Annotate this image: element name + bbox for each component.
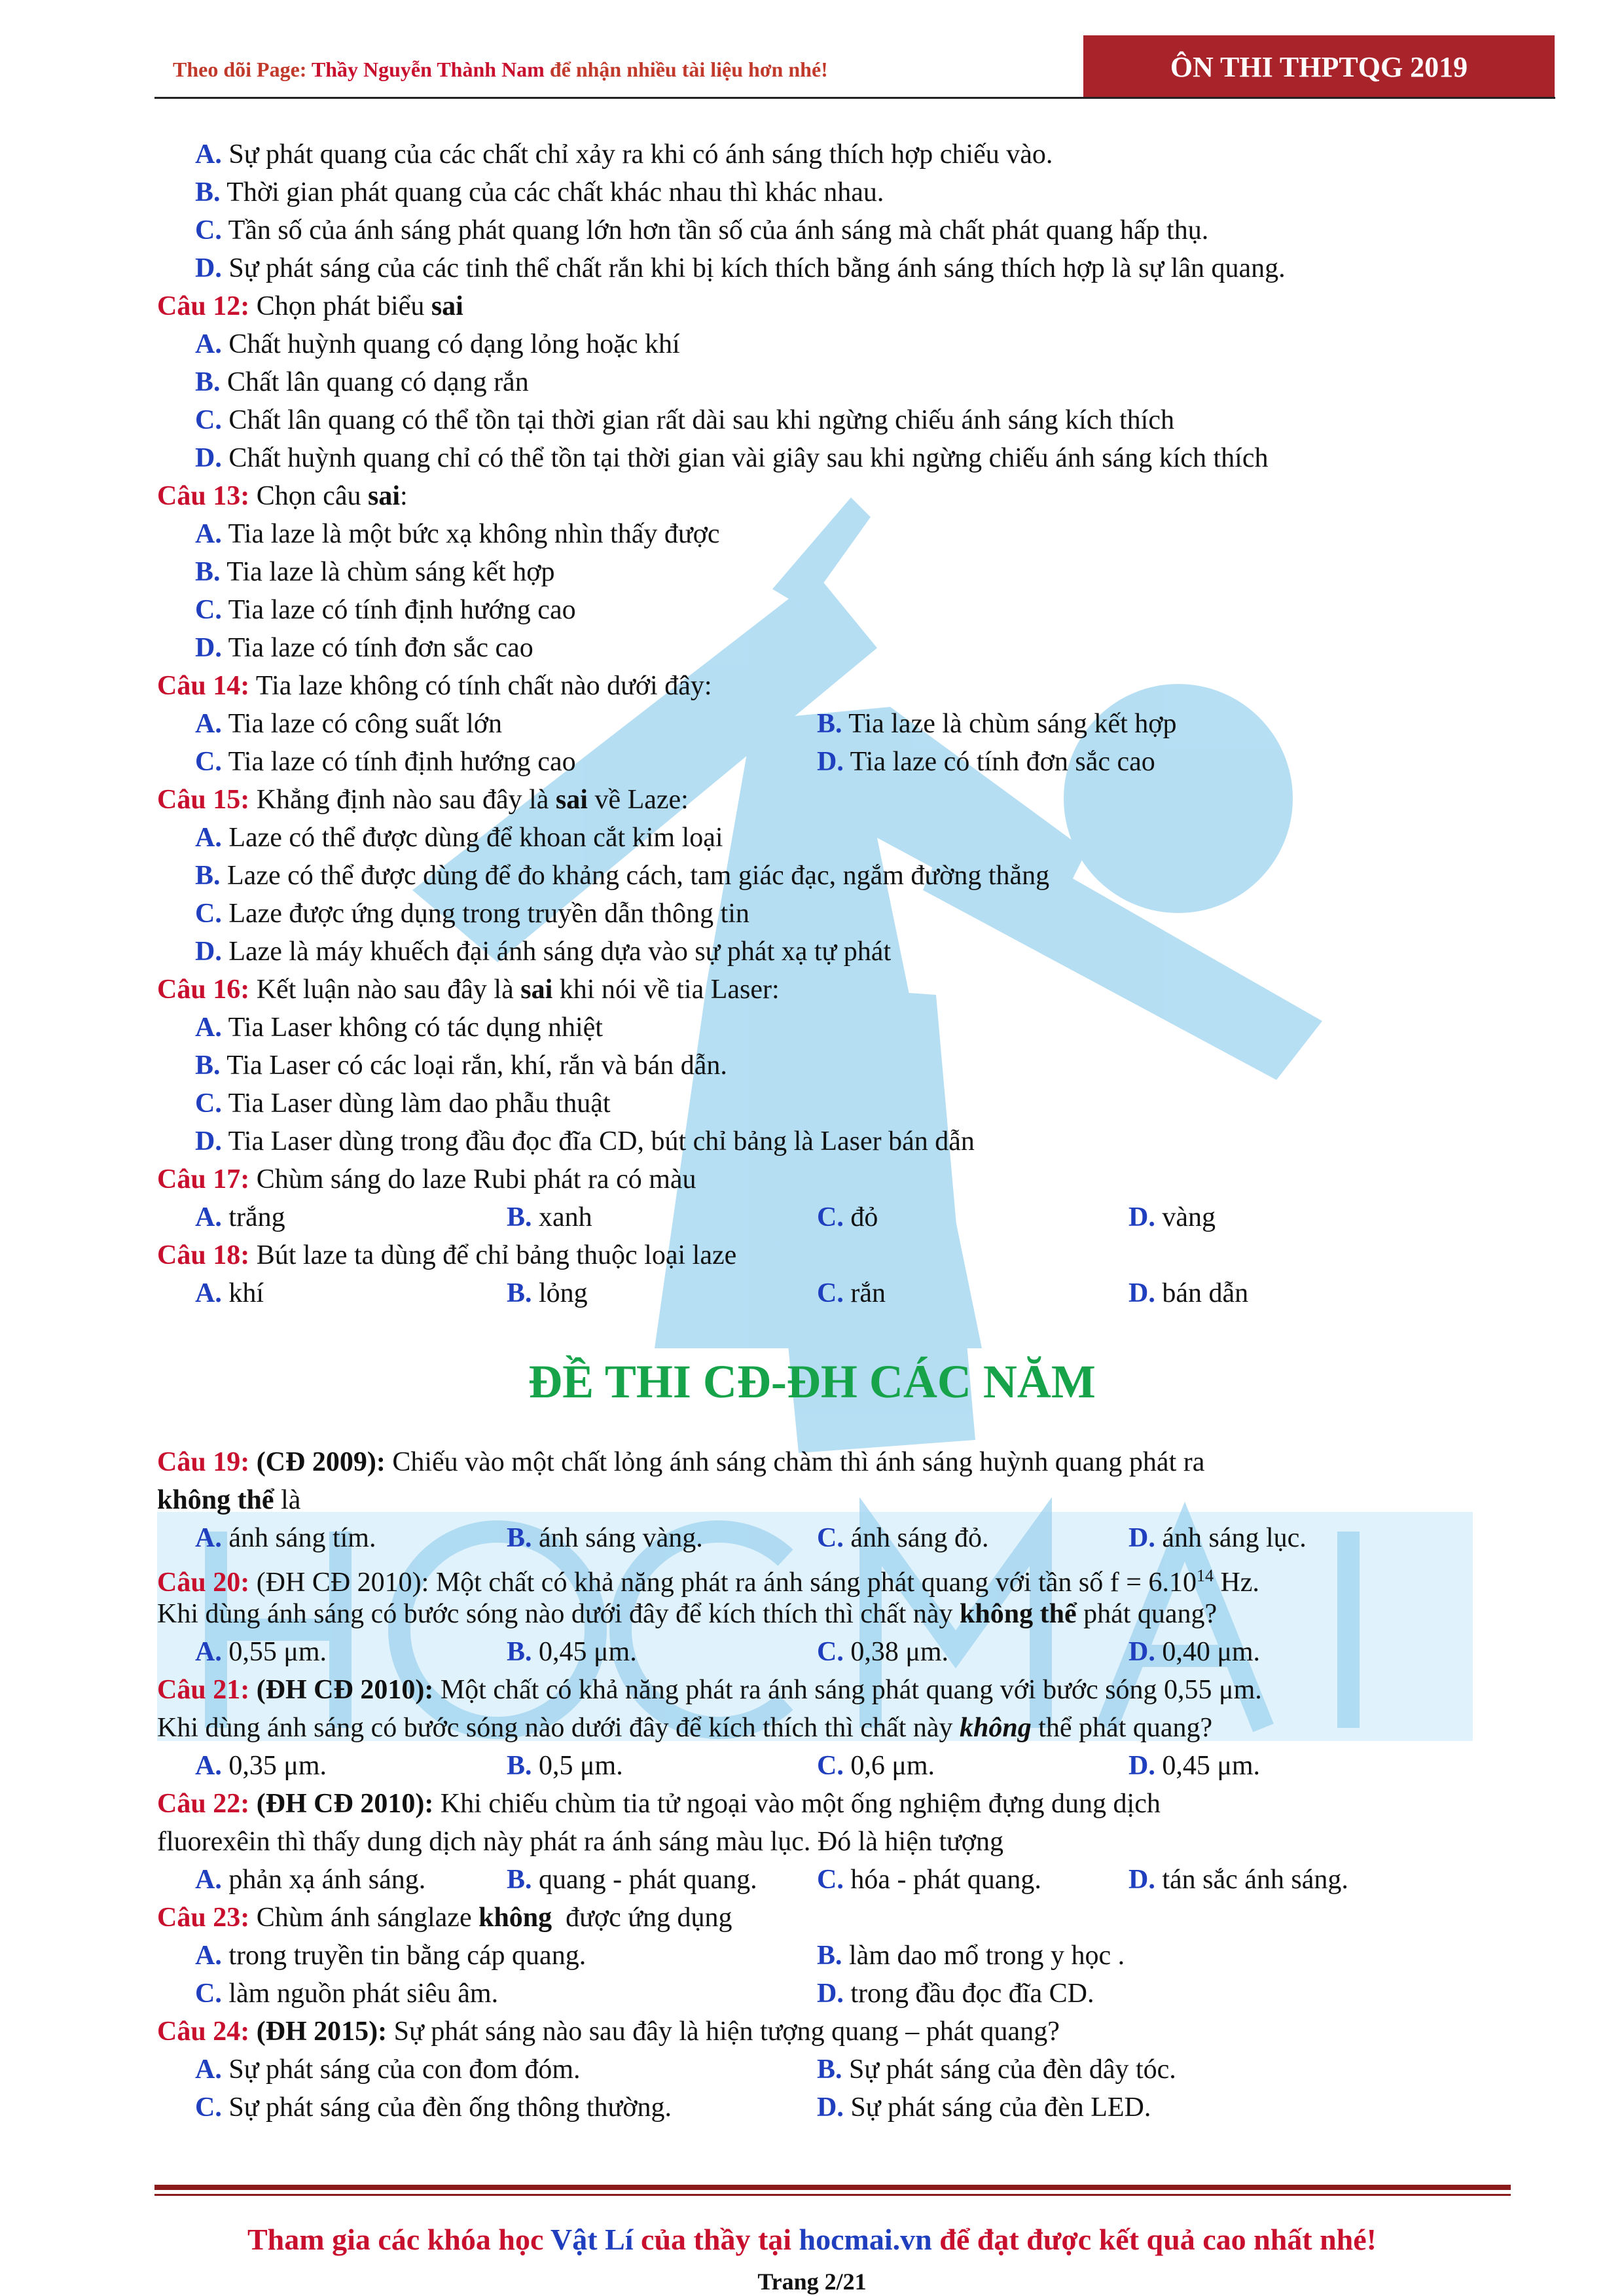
- q21-option-c: C. 0,6 μm.: [817, 1751, 935, 1781]
- footer-divider-thick: [154, 2185, 1511, 2190]
- exam-badge: [1083, 35, 1555, 98]
- q24-option-b: B. Sự phát sáng của đèn dây tóc.: [817, 2054, 1176, 2085]
- q14-option-b: B. Tia laze là chùm sáng kết hợp: [817, 709, 1177, 739]
- q20-stem: Câu 20: (ĐH CĐ 2010): Một chất có khả năng phát ra ánh sáng phát quang với tần số $f = 6.10^{14}$ Hz.: [157, 1566, 1259, 1598]
- q23-option-c: C. làm nguồn phát siêu âm.: [195, 1979, 499, 2009]
- q23-stem: Câu 23: Chùm ánh sánglaze không được ứng dụng: [157, 1903, 732, 1933]
- q23-option-a: A. trong truyền tin bằng cáp quang.: [195, 1941, 586, 1971]
- q21-stem: Câu 21: (ĐH CĐ 2010): Một chất có khả năng phát ra ánh sáng phát quang với bước sóng 0,55 μm.: [157, 1675, 1262, 1705]
- q18-stem: Câu 18: Bút laze ta dùng để chỉ bảng thuộc loại laze: [157, 1240, 737, 1270]
- q14-stem: Câu 14: Tia laze không có tính chất nào dưới đây:: [157, 671, 712, 701]
- q19-stem-line2: không thể là: [157, 1485, 301, 1515]
- q18-option-a: A. khí: [195, 1278, 264, 1308]
- q14-option-d: D. Tia laze có tính đơn sắc cao: [817, 747, 1155, 777]
- q12-option-c: C. Chất lân quang có thể tồn tại thời gian rất dài sau khi ngừng chiếu ánh sáng kích thích: [195, 405, 1174, 435]
- q21-option-b: B. 0,5 μm.: [507, 1751, 623, 1781]
- q16-option-c: C. Tia Laser dùng làm dao phẫu thuật: [195, 1088, 611, 1119]
- q24-option-d: D. Sự phát sáng của đèn LED.: [817, 2092, 1151, 2123]
- exam-badge-label: ÔN THI THPTQG 2019: [1170, 50, 1468, 83]
- q16-option-a: A. Tia Laser không có tác dụng nhiệt: [195, 1013, 603, 1043]
- header-follow-text: [173, 58, 828, 82]
- q13-option-c: C. Tia laze có tính định hướng cao: [195, 595, 576, 625]
- q15-option-c: C. Laze được ứng dụng trong truyền dẫn thông tin: [195, 899, 749, 929]
- q12-option-d: D. Chất huỳnh quang chỉ có thể tồn tại thời gian vài giây sau khi ngừng chiếu ánh sáng kích thích: [195, 443, 1269, 473]
- q24-option-c: C. Sự phát sáng của đèn ống thông thường.: [195, 2092, 672, 2123]
- q24-option-a: A. Sự phát sáng của con đom đóm.: [195, 2054, 581, 2085]
- q19-option-b: B. ánh sáng vàng.: [507, 1523, 703, 1553]
- q15-option-d: D. Laze là máy khuếch đại ánh sáng dựa vào sự phát xạ tự phát: [195, 937, 892, 967]
- header-prefix: Theo dõi Page:: [173, 58, 312, 81]
- q11-option-b: B. Thời gian phát quang của các chất khác nhau thì khác nhau.: [195, 177, 884, 207]
- q20-stem-line2: Khi dùng ánh sáng có bước sóng nào dưới đây để kích thích thì chất này không thể phát quang?: [157, 1599, 1218, 1629]
- q11-option-d: D. Sự phát sáng của các tinh thể chất rắn khi bị kích thích bằng ánh sáng thích hợp là sự lân quang.: [195, 253, 1286, 283]
- q19-option-c: C. ánh sáng đỏ.: [817, 1523, 989, 1553]
- q21-stem-line2: Khi dùng ánh sáng có bước sóng nào dưới đây để kích thích thì chất này không thể phát quang?: [157, 1713, 1213, 1743]
- q15-option-b: B. Laze có thể được dùng để đo khảng cách, tam giác đạc, ngắm đường thẳng: [195, 861, 1050, 891]
- q17-option-a: A. trắng: [195, 1202, 285, 1232]
- q12-stem: Câu 12: Chọn phát biểu sai: [157, 291, 463, 321]
- q15-stem: Câu 15: Khẳng định nào sau đây là sai về Laze:: [157, 785, 689, 815]
- q14-option-a: A. Tia laze có công suất lớn: [195, 709, 502, 739]
- q17-option-b: B. xanh: [507, 1202, 592, 1232]
- section-title: ĐỀ THI CĐ-ĐH CÁC NĂM: [528, 1355, 1096, 1408]
- q21-option-d: D. 0,45 μm.: [1128, 1751, 1261, 1781]
- header-divider: [154, 97, 1555, 99]
- q22-stem: Câu 22: (ĐH CĐ 2010): Khi chiếu chùm tia tử ngoại vào một ống nghiệm đựng dung dịch: [157, 1789, 1161, 1819]
- q20-option-d: D. 0,40 μm.: [1128, 1637, 1261, 1667]
- q15-option-a: A. Laze có thể được dùng để khoan cắt kim loại: [195, 823, 723, 853]
- q23-option-b: B. làm dao mổ trong y học .: [817, 1941, 1125, 1971]
- q20-option-a: A. 0,55 μm.: [195, 1637, 327, 1667]
- footer-promo: Tham gia các khóa học Vật Lí của thầy tại hocmai.vn để đạt được kết quả cao nhất nhé!: [247, 2223, 1377, 2256]
- q24-stem: Câu 24: (ĐH 2015): Sự phát sáng nào sau đây là hiện tượng quang – phát quang?: [157, 2017, 1060, 2047]
- q11-option-c: C. Tần số của ánh sáng phát quang lớn hơn tần số của ánh sáng mà chất phát quang hấp thụ.: [195, 215, 1209, 245]
- q23-option-d: D. trong đầu đọc đĩa CD.: [817, 1979, 1094, 2009]
- q21-option-a: A. 0,35 μm.: [195, 1751, 327, 1781]
- q17-option-d: D. vàng: [1128, 1202, 1216, 1232]
- q20-option-c: C. 0,38 μm.: [817, 1637, 949, 1667]
- q20-option-b: B. 0,45 μm.: [507, 1637, 637, 1667]
- q13-option-a: A. Tia laze là một bức xạ không nhìn thấy được: [195, 519, 720, 549]
- q22-stem-line2: fluorexêin thì thấy dung dịch này phát ra ánh sáng màu lục. Đó là hiện tượng: [157, 1827, 1003, 1857]
- q22-option-a: A. phản xạ ánh sáng.: [195, 1865, 426, 1895]
- q22-option-c: C. hóa - phát quang.: [817, 1865, 1041, 1895]
- q18-option-c: C. rắn: [817, 1278, 886, 1308]
- q18-option-d: D. bán dẫn: [1128, 1278, 1249, 1308]
- footer-website-link[interactable]: hocmai.vn: [799, 2223, 932, 2256]
- q22-option-d: D. tán sắc ánh sáng.: [1128, 1865, 1348, 1895]
- q22-option-b: B. quang - phát quang.: [507, 1865, 757, 1895]
- header-suffix: để nhận nhiều tài liệu hơn nhé!: [544, 58, 828, 81]
- page-number: Trang 2/21: [757, 2269, 867, 2295]
- q16-stem: Câu 16: Kết luận nào sau đây là sai khi nói về tia Laser:: [157, 975, 780, 1005]
- q17-option-c: C. đỏ: [817, 1202, 878, 1232]
- q13-option-b: B. Tia laze là chùm sáng kết hợp: [195, 557, 555, 587]
- q19-option-d: D. ánh sáng lục.: [1128, 1523, 1307, 1553]
- q17-stem: Câu 17: Chùm sáng do laze Rubi phát ra có màu: [157, 1164, 696, 1194]
- q13-stem: Câu 13: Chọn câu sai:: [157, 481, 408, 511]
- header-teacher-name[interactable]: Thầy Nguyễn Thành Nam: [311, 58, 545, 81]
- q19-stem: Câu 19: (CĐ 2009): Chiếu vào một chất lỏng ánh sáng chàm thì ánh sáng huỳnh quang phát ra: [157, 1447, 1205, 1477]
- q12-option-b: B. Chất lân quang có dạng rắn: [195, 367, 529, 397]
- q13-option-d: D. Tia laze có tính đơn sắc cao: [195, 633, 533, 663]
- footer-divider-thin: [154, 2194, 1511, 2196]
- q16-option-d: D. Tia Laser dùng trong đầu đọc đĩa CD, bút chỉ bảng là Laser bán dẫn: [195, 1126, 975, 1157]
- q16-option-b: B. Tia Laser có các loại rắn, khí, rắn và bán dẫn.: [195, 1050, 727, 1081]
- q18-option-b: B. lỏng: [507, 1278, 588, 1308]
- q19-option-a: A. ánh sáng tím.: [195, 1523, 376, 1553]
- q14-option-c: C. Tia laze có tính định hướng cao: [195, 747, 576, 777]
- q12-option-a: A. Chất huỳnh quang có dạng lỏng hoặc khí: [195, 329, 680, 359]
- q11-option-a: A. Sự phát quang của các chất chỉ xảy ra khi có ánh sáng thích hợp chiếu vào.: [195, 139, 1053, 170]
- footer-subject: Vật Lí: [550, 2223, 634, 2256]
